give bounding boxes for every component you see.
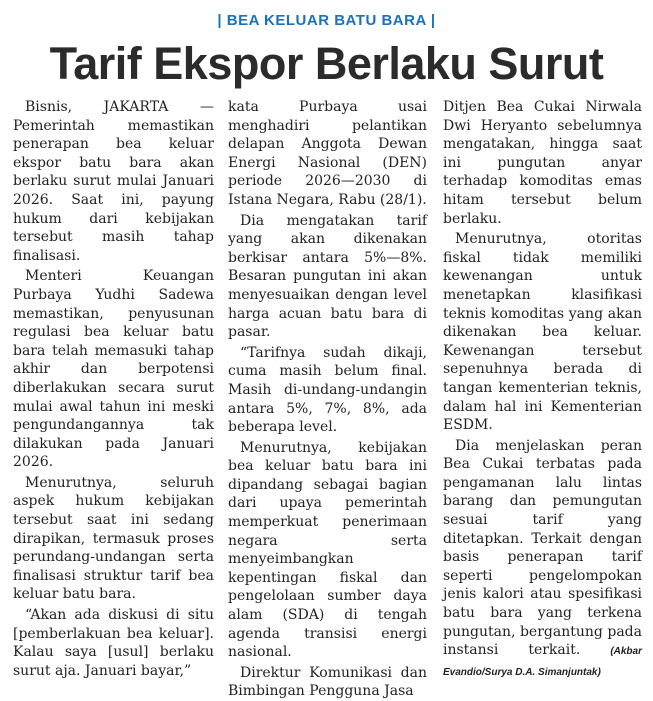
paragraph: “Tarifnya sudah dikaji, cuma masih belum final. Masih di-undang-undangin antara 5%, 7%, 8%, ada beberapa level.: [228, 344, 427, 436]
paragraph: Menteri Keuangan Purbaya Yudhi Sadewa memastikan, penyusunan regulasi bea keluar batu bara telah memasuki tahap akhir dan berpotensi diberlakukan secara surut mulai awal tahun ini meski pengundangannya tak dilakukan pada Januari 2026.: [13, 268, 214, 471]
article-column-1: [13, 98, 214, 680]
kicker-bar-left: |: [217, 12, 223, 29]
headline: Tarif Ekspor Berlaku Surut: [49, 38, 604, 89]
paragraph: “Akan ada diskusi di situ [pemberlakuan bea keluar]. Kalau saya [usul] berlaku surut aja. Januari bayar,”: [13, 607, 214, 679]
article-column-2: [228, 98, 427, 701]
paragraph: Menurutnya, seluruh aspek hukum kebijakan tersebut saat ini sedang dirapikan, termasuk proses perundang-undangan serta finalisasi struktur tarif bea keluar batu bara.: [13, 474, 214, 603]
paragraph: Menurutnya, kebijakan bea keluar batu bara ini dipandang sebagai bagian dari upaya pemerintah memperkuat penerimaan negara serta menyeimbangkan kepentingan fiskal dan pengelolaan sumber daya alam (SDA) di tengah agenda transisi energi nasional.: [228, 439, 427, 661]
paragraph-with-credit: [443, 437, 642, 683]
paragraph: Dia mengatakan tarif yang akan dikenakan berkisar antara 5%—8%. Besaran pungutan ini akan menyesuaikan dengan level harga acuan batu bara di pasar.: [228, 212, 427, 341]
kicker-text: BEA KELUAR BATU BARA: [226, 12, 427, 29]
paragraph-text: Dia menjelaskan peran Bea Cukai terbatas pada pengamanan lalu lintas barang dan pemungutan sesuai tarif yang ditetapkan. Terkait dengan basis penerapan tarif seperti pengelompokan jenis kalori atau spesifikasi batu bara yang terkena pungutan, bergantung pada instansi terkait.: [443, 437, 642, 659]
kicker-bar-right: |: [430, 12, 436, 29]
section-kicker: [0, 12, 653, 29]
paragraph: Bisnis, JAKARTA — Pemerintah memastikan penerapan bea keluar ekspor batu bara akan berlaku surut mulai Januari 2026. Saat ini, payung hukum dari kebijakan tersebut masih tahap finalisasi.: [13, 99, 214, 264]
paragraph: Menurutnya, otoritas fiskal tidak memiliki kewenangan untuk menetapkan klasifikasi teknis komoditas yang akan dikenakan bea keluar. Kewenangan tersebut sepenuhnya berada di tangan kementerian teknis, dalam hal ini Kementerian ESDM.: [443, 231, 642, 434]
paragraph: Direktur Komunikasi dan Bimbingan Pengguna Jasa: [228, 664, 427, 700]
article-column-3: [443, 98, 642, 682]
byline-credit: (Akbar Evandio/Surya D.A. Simanjuntak): [443, 646, 642, 678]
paragraph: kata Purbaya usai menghadiri pelantikan delapan Anggota Dewan Energi Nasional (DEN) periode 2026—2030 di Istana Negara, Rabu (28/1).: [228, 99, 427, 208]
paragraph: Ditjen Bea Cukai Nirwala Dwi Heryanto sebelumnya mengatakan, hingga saat ini pungutan anyar terhadap komoditas emas hitam tersebut belum berlaku.: [443, 99, 642, 227]
